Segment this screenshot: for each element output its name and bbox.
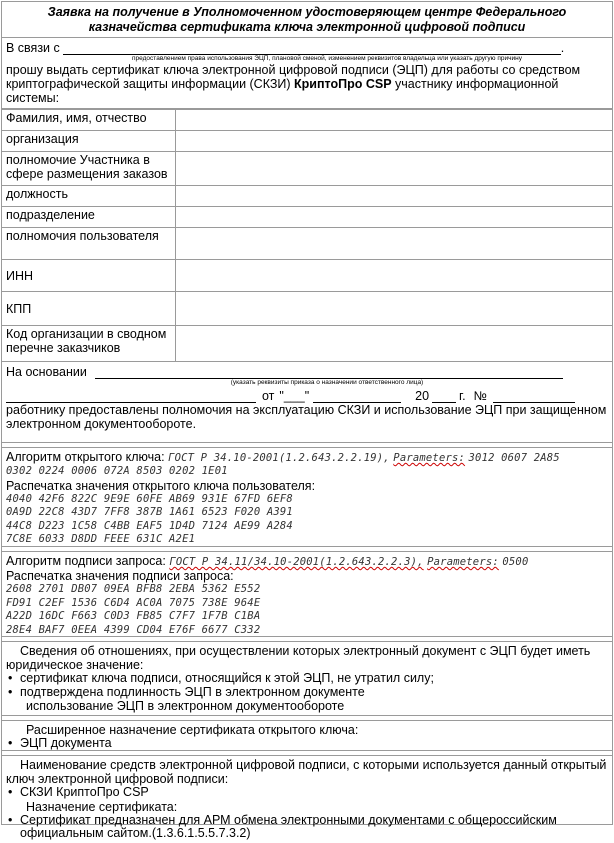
extended-list: [6, 737, 608, 751]
relations-intro: Сведения об отношениях, при осуществлении которых электронный документ с ЭЦП будет иметь юридическое значение:: [6, 644, 591, 672]
order-line: от "___" 20 г. №: [6, 389, 608, 403]
extended-purpose-section: [2, 721, 612, 751]
pubkey-algo-line: Алгоритм открытого ключа: ГОСТ Р 34.10-2001(1.2.643.2.2.19), Parameters: 3012 0607 2A85: [6, 450, 560, 464]
pubkey-hex-line: 4040 42F6 822C 9E9E 60FE AB69 931E 67FD 6EF8: [6, 492, 293, 505]
relations-tail: использование ЭЦП в электронном документообороте: [26, 699, 345, 713]
table-row: [2, 152, 612, 186]
table-row: [2, 131, 612, 152]
relations-list: [6, 672, 608, 699]
field-label: подразделение: [2, 207, 176, 228]
order-number-field[interactable]: [493, 390, 575, 403]
request-text: прошу выдать сертификат ключа электронной цифровой подписи (ЭЦП) для работы со средством криптографической защиты информации (СКЗИ) КриптоПро CSP участнику информационной системы:: [6, 63, 581, 105]
pubkey-print-label: Распечатка значения открытого ключа пользователя:: [6, 478, 316, 493]
reason-prefix: В связи с: [6, 41, 60, 55]
sig-hex-line: FD91 C2EF 1536 C6D4 AC0A 7075 738E 964E: [6, 596, 261, 609]
tools-intro: Наименование средств электронной цифровой подписи, с которыми используется данный открытый ключ электронной цифровой подписи:: [6, 758, 607, 786]
list-item: • СКЗИ КриптоПро CSP: [6, 786, 608, 800]
sig-hex-line: 2608 2701 DB07 09EA BFB8 2EBA 5362 E552: [6, 583, 261, 595]
pubkey-hex-line: 44C8 D223 1C58 C4BB EAF5 1D4D 7124 AE99 A284: [6, 519, 293, 532]
basis-hint: (указать реквизиты приказа о назначении ответственного лица): [230, 379, 424, 386]
field-label: Фамилия, имя, отчество: [2, 110, 176, 131]
field-value[interactable]: [176, 110, 613, 131]
field-label: Код организации в сводном перечне заказчиков: [2, 326, 176, 362]
table-row: [2, 186, 612, 207]
basis-section: [2, 362, 612, 443]
list-item: • сертификат ключа подписи, относящийся к этой ЭЦП, не утратил силу;: [6, 672, 608, 686]
list-item: • Сертификат предназначен для АРМ обмена электронными документами с общероссийским официальным сайтом.(1.3.6.1.5.5.7.3.2): [6, 814, 608, 841]
reason-end: .: [560, 41, 565, 55]
table-row: [2, 110, 612, 131]
order-name-field[interactable]: [6, 390, 256, 403]
basis-line: [6, 365, 608, 379]
pubkey-algo-value: ГОСТ Р 34.10-2001(1.2.643.2.2.19),: [168, 452, 390, 464]
field-label: полномочия пользователя: [2, 228, 176, 260]
table-row: [2, 260, 612, 292]
purpose-title: Назначение сертификата:: [26, 799, 178, 814]
sig-algo-value: ГОСТ Р 34.11/34.10-2001(1.2.643.2.2.3),: [169, 556, 424, 568]
list-item: • ЭЦП документа: [6, 737, 608, 751]
sig-hex-line: A22D 16DC F663 C0D3 FB85 C7F7 1F7B C1BA: [6, 610, 261, 622]
order-year-field[interactable]: [432, 390, 456, 403]
reason-field[interactable]: [63, 42, 561, 55]
form-title: Заявка на получение в Уполномоченном удостоверяющем центре Федерального казначейства сертификата ключа электронной цифровой подписи: [2, 2, 612, 38]
reason-line: [6, 41, 608, 55]
field-label: ИНН: [2, 260, 176, 292]
field-label: организация: [2, 131, 176, 152]
tools-section: [2, 756, 612, 843]
purpose-list: [6, 814, 608, 841]
field-value[interactable]: [176, 326, 613, 362]
basis-prefix: На основании: [6, 365, 87, 379]
basis-field[interactable]: [95, 366, 563, 379]
field-label: полномочие Участника в сфере размещения заказов: [2, 152, 176, 186]
field-value[interactable]: [176, 292, 613, 326]
public-key-section: [2, 448, 612, 547]
pubkey-hex-line: 7C8E 6033 D8DD FEEE 631C A2E1: [6, 533, 196, 545]
application-form: [1, 1, 613, 840]
extended-title: Расширенное назначение сертификата открытого ключа:: [26, 723, 359, 737]
intro-section: [2, 38, 612, 109]
table-row: [2, 326, 612, 362]
field-value[interactable]: [176, 152, 613, 186]
pubkey-algo-line2: 0302 0224 0006 072A 8503 0202 1E01: [6, 465, 228, 477]
csp-name: КриптоПро CSP: [294, 77, 392, 91]
field-value[interactable]: [176, 186, 613, 207]
table-row: [2, 207, 612, 228]
relations-section: [2, 642, 612, 716]
sig-algo-line: Алгоритм подписи запроса: ГОСТ Р 34.11/34.10-2001(1.2.643.2.2.3), Parameters: 0500: [6, 554, 529, 568]
sig-print-label: Распечатка значения подписи запроса:: [6, 569, 234, 583]
field-label: должность: [2, 186, 176, 207]
order-day[interactable]: "___": [279, 389, 310, 403]
pubkey-hex-line: 0A9D 22C8 43D7 7FF8 387B 1A61 6523 F020 A391: [6, 506, 293, 518]
tools-list: [6, 786, 608, 800]
applicant-fields-table: [2, 109, 612, 362]
list-item: • подтверждена подлинность ЭЦП в электронном документе: [6, 686, 608, 700]
field-value[interactable]: [176, 260, 613, 292]
sig-hex-line: 28E4 BAF7 0EEA 4399 CD04 E76F 6677 C332: [6, 623, 261, 636]
signature-section: [2, 552, 612, 637]
order-month-field[interactable]: [313, 390, 401, 403]
field-label: КПП: [2, 292, 176, 326]
field-value[interactable]: [176, 228, 613, 260]
field-value[interactable]: [176, 207, 613, 228]
field-value[interactable]: [176, 131, 613, 152]
basis-text: работнику предоставлены полномочия на эксплуатацию СКЗИ и использование ЭЦП при защищенном электронном документообороте.: [6, 403, 607, 431]
reason-hint: предоставлением права использования ЭЦП, плановой сменой, изменением реквизитов владельца или указать другую причину: [132, 55, 522, 62]
table-row: [2, 228, 612, 260]
table-row: [2, 292, 612, 326]
